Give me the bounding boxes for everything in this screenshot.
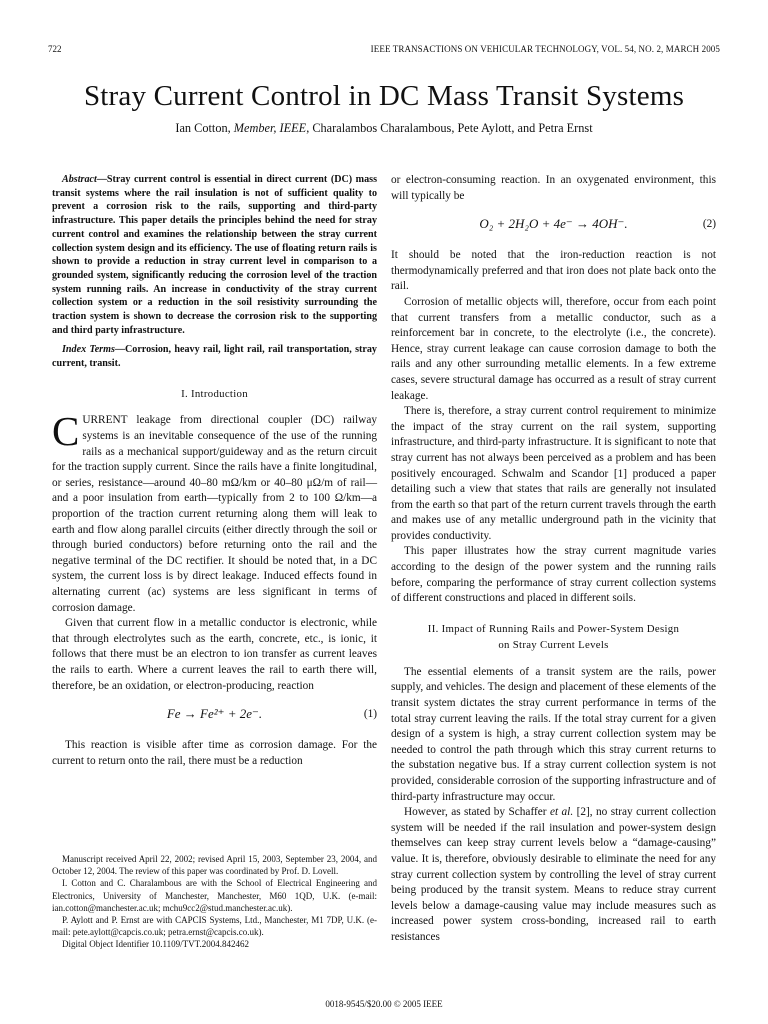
author-line: Ian Cotton, Member, IEEE, Charalambos Charalambous, Pete Aylott, and Petra Ernst [175, 121, 593, 135]
section-heading-introduction: I. Introduction [181, 387, 248, 400]
right-paragraph-1: or electron-consuming reaction. In an oxygenated environment, this will typically be [391, 174, 716, 202]
section-heading-impact-line-2: on Stray Current Levels [498, 638, 609, 651]
drop-cap: C [52, 408, 80, 455]
right-paragraph-7-rest: [2], no stray current collection system will be needed if the rail insulation and power-system design themselves can keep stray current levels below a “damage-causing” value. It is, therefore, obviously desirable to eliminate the need for any stray current collection system by controlling the level of stray current being produced by the transit system. Means to reduce stray current levels below a damage-causing value may include measures such as increased power system cross-bonding, increased rail to earth resistances [391, 806, 717, 943]
footnote-affiliation-2: P. Aylott and P. Ernst are with CAPCIS Systems, Ltd., Manchester, M1 7DP, U.K. (e-mail: pete.aylott@capcis.co.uk; petra.ernst@capcis.co.uk). [52, 915, 377, 938]
abstract-label: Abstract [62, 174, 97, 185]
right-paragraph-7 [391, 805, 716, 945]
journal-header: IEEE TRANSACTIONS ON VEHICULAR TECHNOLOGY, VOL. 54, NO. 2, MARCH 2005 [370, 44, 720, 54]
equation-1-number: (1) [363, 708, 377, 721]
equation-1 [52, 698, 377, 734]
intro-paragraph-2: Given that current flow in a metallic conductor is electronic, while that through electrolytes such as the earth, concrete, etc., is ionic, it follows that there must be an electron to ion transfer as current leaves the rails to earth. Where a current leaves the rail to earth there will, therefore, be an oxidation, or electron-producing, reaction [52, 617, 377, 692]
copyright-line: 0018-9545/$20.00 © 2005 IEEE [325, 999, 443, 1009]
equation-2-number: (2) [702, 218, 716, 231]
right-paragraph-5: This paper illustrates how the stray current magnitude varies according to the design of the power system and the running rails before, comparing the performance of stray current collection systems of different constructions and placed in different soils. [391, 545, 716, 605]
author-membership: Member, IEEE [233, 121, 307, 135]
equation-2 [391, 208, 716, 244]
right-paragraph-2: It should be noted that the iron-reduction reaction is not thermodynamically preferred and that iron does not plate back onto the rail. [391, 249, 716, 293]
equation-2-expression: O₂ + 2H₂O + 4e⁻ → 4OH⁻. [479, 216, 628, 232]
right-paragraph-3: Corrosion of metallic objects will, therefore, occur from each point that current transfers from a metallic conductor, such as a reinforcement bar in concrete, to the electrolyte (i.e., the concrete). Hence, stray current leakage can cause corrosion damage to both the rails and any other surrounding metallic elements. In a few extreme cases, severe structural damage has occurred as a result of stray current leakage. [391, 295, 716, 402]
abstract [52, 173, 377, 337]
right-paragraph-4: There is, therefore, a stray current control requirement to minimize the impact of the stray current on the rail system, supporting infrastructure, and third-party infrastructure. It is significant to note that stray current has not always been perceived as a problem and has been positively encouraged. Schwalm and Scandor [1] produced a paper detailing such a view that states that rails are generally not insulated from the earth so that part of the return current travels through the earth and makes use of any metallic underground path in the vicinity that provides conductivity. [391, 405, 716, 542]
footnotes [52, 853, 377, 951]
equation-1-expression: Fe → Fe²⁺ + 2e⁻. [166, 706, 263, 722]
author-others: , Charalambos Charalambous, Pete Aylott, and Petra Ernst [306, 121, 593, 135]
section-heading-impact [391, 621, 716, 653]
author-cotton: Ian Cotton [175, 121, 228, 135]
footnote-manuscript: Manuscript received April 22, 2002; revised April 15, 2003, September 23, 2004, and October 12, 2004. The review of this paper was coordinated by Prof. D. Lovell. [52, 854, 377, 877]
index-terms-text: —Corrosion, heavy rail, light rail, rail transportation, stray current, transit. [52, 344, 377, 370]
right-paragraph-7-start: However, as stated by Schaffer [404, 806, 550, 819]
section-heading-impact-line-1: II. Impact of Running Rails and Power-System Design [427, 622, 680, 635]
right-paragraph-6: The essential elements of a transit system are the rails, power supply, and vehicles. The design and placement of these elements of the transit system dictates the stray current performance in terms of the total stray current leaving the rails. If the total stray current for a given design of a system is high, a stray current collection system may be needed to control the path through which this stray current returns to the substation negative bus. If a stray current collection system is not provided, considerable corrosion of the supporting infrastructure and of third-party infrastructure may occur. [391, 665, 717, 803]
footnote-doi: Digital Object Identifier 10.1109/TVT.2004.842462 [62, 939, 249, 950]
abstract-text: —Stray current control is essential in direct current (DC) mass transit systems where the rail insulation is not of sufficient quality to prevent a corrosion risk to the rails, supporting and third-party infrastructure. This paper details the principles behind the need for stray current control and examines the relationship between the stray current collection system design and its efficiency. The use of floating return rails is shown to provide a reduction in stray current level in comparison to a grounded system, significantly reducing the corrosion level of the traction system running rails. An increase in conductivity of the stray current collection system or a reduction in the soil resistivity surrounding the traction system is shown to decrease the corrosion risk to the supporting and third party infrastructure. [52, 174, 377, 336]
footnote-affiliation-1: I. Cotton and C. Charalambous are with the School of Electrical Engineering and Electronics, University of Manchester, Manchester, M60 1QD, U.K. (e-mail: ian.cotton@manchester.ac.uk; mchu9cc2@stud.manchester.ac.uk). [52, 878, 377, 913]
paper-title: Stray Current Control in DC Mass Transit Systems [83, 80, 685, 112]
citation-et-al: et al. [549, 806, 574, 819]
intro-paragraph-3: This reaction is visible after time as corrosion damage. For the current to return onto the rail, there must be a reduction [52, 739, 377, 767]
page-number: 722 [48, 44, 62, 54]
intro-paragraph-1-text: URRENT leakage from directional coupler (DC) railway systems is an inevitable consequence of the use of the running rails as a mechanical support/guideway and as the return circuit for the traction supply current. Since the rails have a finite longitudinal, or series, resistance—around 40–80 mΩ/km or 40–80 μΩ/m of rail—and a poor insulation from earth—typically from 2 to 100 Ω/km—a proportion of the traction current returning along them will leak to earth and flow along parallel circuits (either directly through the soil or through buried conductors) before returning onto the rail and the negative terminal of the DC rectifier. It should be noted that, in a DC system, the current loss is by direct leakage. Induced effects found in alternating current (ac) systems are less significant in terms of corrosion damage. [52, 414, 377, 614]
left-column [52, 173, 377, 769]
index-terms [52, 343, 377, 370]
intro-paragraph-1 [52, 408, 377, 616]
index-terms-label: Index Terms [62, 344, 115, 356]
right-column [391, 173, 716, 946]
